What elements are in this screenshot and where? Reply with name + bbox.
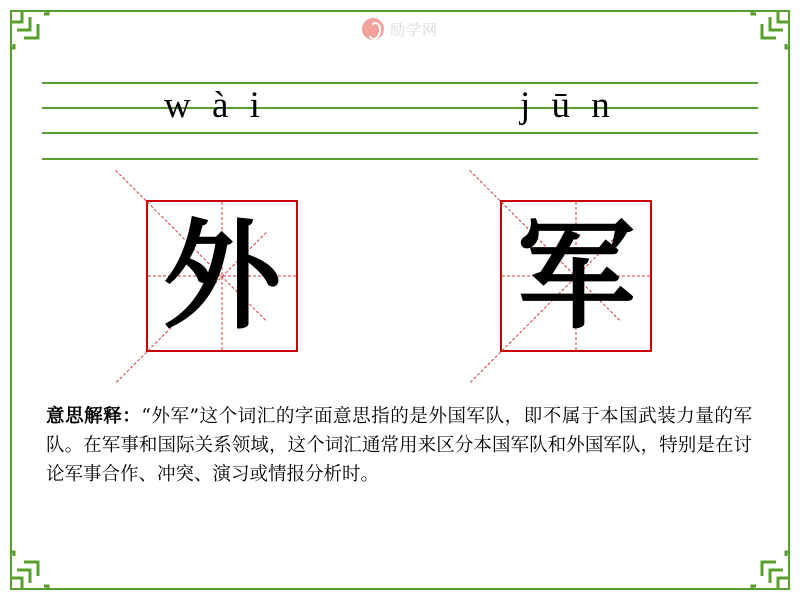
explanation-paragraph bbox=[46, 402, 752, 489]
explanation-label: 意思解释： bbox=[46, 406, 142, 427]
corner-ornament-icon bbox=[8, 8, 54, 54]
site-logo-label: 励学网 bbox=[389, 21, 439, 39]
corner-ornament-icon bbox=[746, 546, 792, 592]
pinyin-staff bbox=[42, 82, 758, 160]
flame-logo-icon bbox=[362, 18, 384, 40]
hanzi-character-first: 外 bbox=[162, 206, 281, 345]
tianzige-box-second bbox=[500, 200, 652, 352]
staff-line bbox=[42, 158, 758, 160]
staff-line bbox=[42, 107, 758, 109]
staff-line bbox=[42, 82, 758, 84]
character-row bbox=[0, 200, 800, 360]
frame-top-border bbox=[10, 10, 790, 12]
site-logo bbox=[362, 18, 438, 40]
pinyin-text-first: w à i bbox=[164, 85, 266, 126]
explanation-text: “外军”这个词汇的字面意思指的是外国军队，即不属于本国武装力量的军队。在军事和国际关系领域，这个词汇通常用来区分本国军队和外国军队，特别是在讨论军事合作、冲突、演习或情报分析时。 bbox=[46, 406, 752, 485]
pinyin-text-second: j ū n bbox=[520, 85, 616, 126]
tianzige-box-first bbox=[146, 200, 298, 352]
staff-line bbox=[42, 132, 758, 134]
frame-bottom-border bbox=[10, 588, 790, 590]
hanzi-character-second: 军 bbox=[516, 206, 635, 345]
corner-ornament-icon bbox=[8, 546, 54, 592]
corner-ornament-icon bbox=[746, 8, 792, 54]
